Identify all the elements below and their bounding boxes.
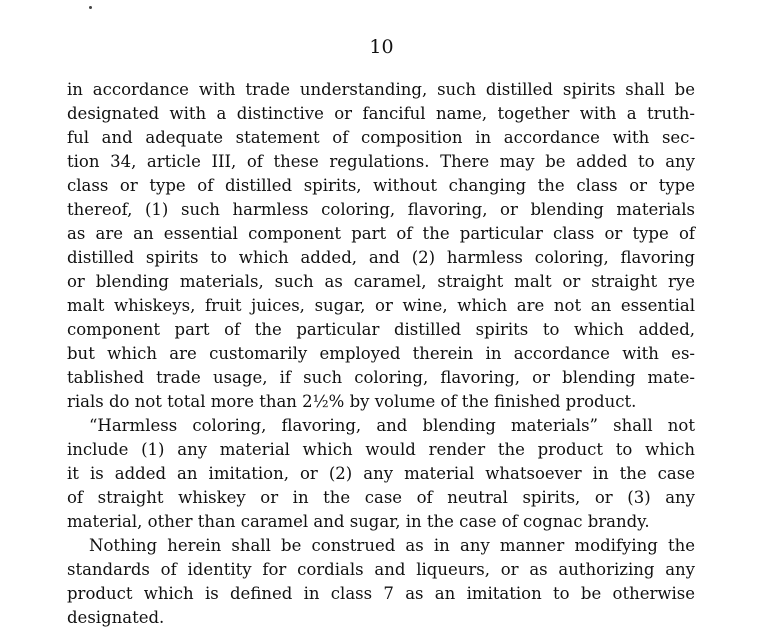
text-line: tion 34, article III, of these regulations. There may be added to any xyxy=(67,152,695,171)
text-line: as are an essential component part of the particular class or type of xyxy=(67,224,695,243)
text-line: Nothing herein shall be construed as in any manner modifying the xyxy=(89,536,695,555)
body-text xyxy=(67,78,695,630)
text-line: thereof, (1) such harmless coloring, flavoring, or blending materials xyxy=(67,200,695,219)
text-line: but which are customarily employed therein in accordance with es- xyxy=(67,344,695,363)
page-number: 10 xyxy=(369,36,394,58)
text-line: designated. xyxy=(67,608,165,627)
text-line: “Harmless coloring, flavoring, and blending materials” shall not xyxy=(89,416,695,435)
paragraph-1 xyxy=(67,78,695,414)
paragraph-2 xyxy=(67,414,695,534)
text-line: it is added an imitation, or (2) any material whatsoever in the case xyxy=(67,464,695,483)
text-line: designated with a distinctive or fanciful name, together with a truth- xyxy=(67,104,695,123)
text-line: component part of the particular distilled spirits to which added, xyxy=(67,320,695,339)
text-line: rials do not total more than 2½% by volume of the finished product. xyxy=(67,392,637,411)
text-line: malt whiskeys, fruit juices, sugar, or wine, which are not an essential xyxy=(67,296,695,315)
text-line: in accordance with trade understanding, such distilled spirits shall be xyxy=(67,80,695,99)
text-line: product which is defined in class 7 as an imitation to be otherwise xyxy=(67,584,695,603)
text-line: ful and adequate statement of composition in accordance with sec- xyxy=(67,128,695,147)
scan-speck xyxy=(89,6,92,9)
text-line: distilled spirits to which added, and (2) harmless coloring, flavoring xyxy=(67,248,695,267)
text-line: tablished trade usage, if such coloring, flavoring, or blending mate- xyxy=(67,368,695,387)
paragraph-3 xyxy=(67,534,695,630)
text-line: class or type of distilled spirits, without changing the class or type xyxy=(67,176,695,195)
text-line: or blending materials, such as caramel, straight malt or straight rye xyxy=(67,272,695,291)
text-line: of straight whiskey or in the case of neutral spirits, or (3) any xyxy=(67,488,695,507)
text-line: include (1) any material which would render the product to which xyxy=(67,440,695,459)
text-line: material, other than caramel and sugar, in the case of cognac brandy. xyxy=(67,512,650,531)
text-line: standards of identity for cordials and liqueurs, or as authorizing any xyxy=(67,560,695,579)
